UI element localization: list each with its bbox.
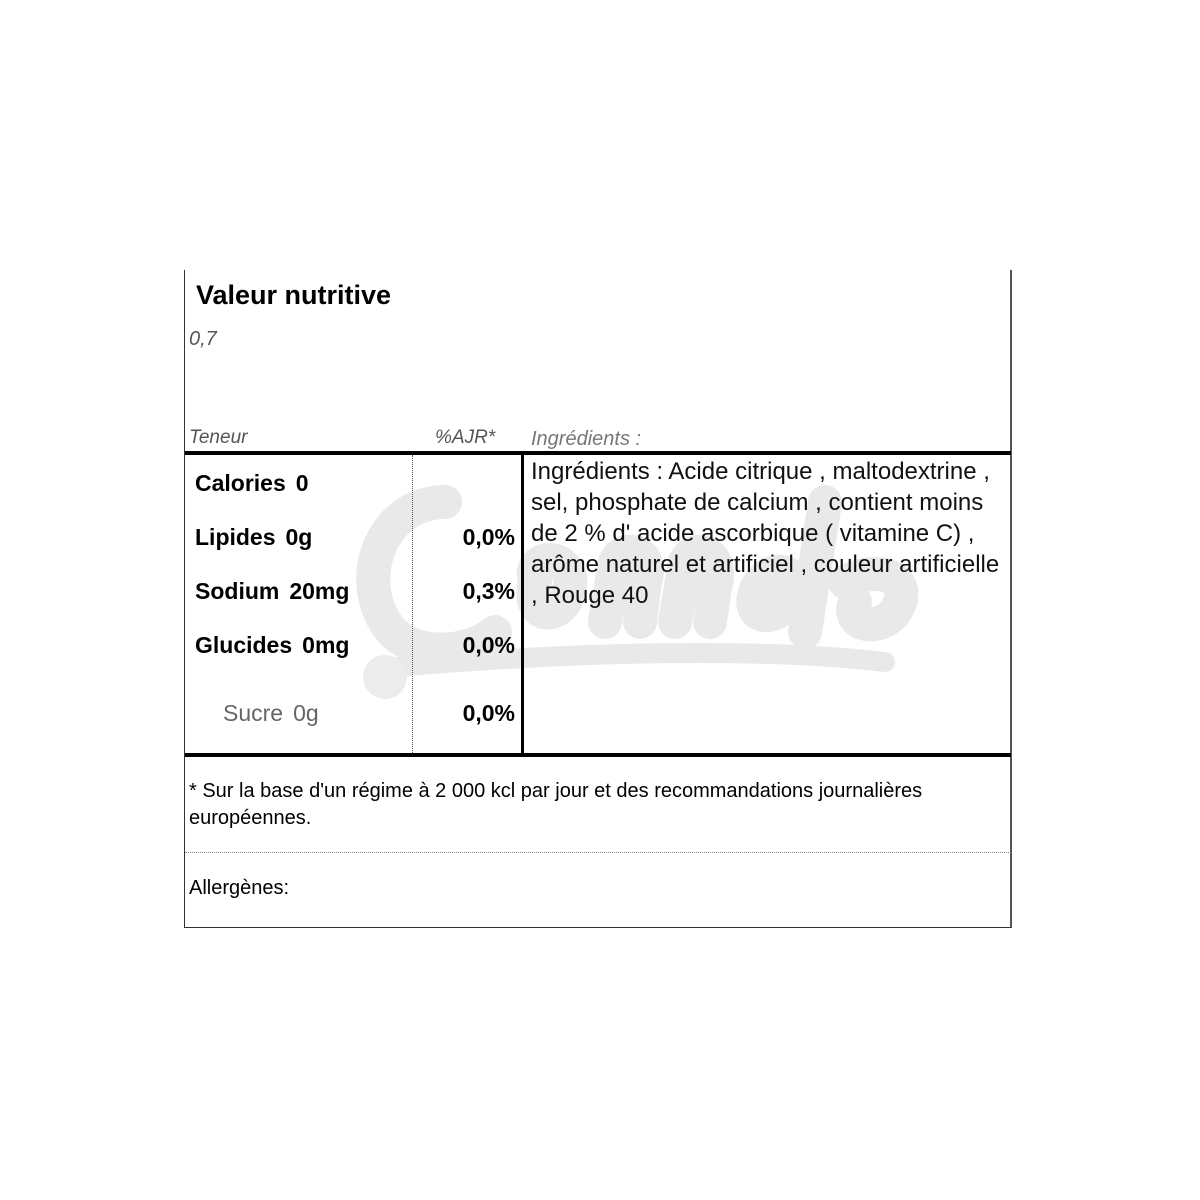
nutrient-name: Lipides 0g xyxy=(195,524,313,550)
header-content: Teneur xyxy=(189,427,248,448)
label-subtitle: 0,7 xyxy=(189,328,217,350)
ingredients-text: Ingrédients : Acide citrique , maltodextrine , sel, phosphate de calcium , contient moins de 2 % d' acide ascorbique ( vitamine C) , arôme naturel et artificiel , couleur artificielle , Rouge 40 xyxy=(531,458,1000,609)
table-bottom-rule xyxy=(185,753,1011,757)
table-top-rule xyxy=(185,451,1011,455)
nutrition-label xyxy=(184,270,1012,928)
nutrient-daily-value: 0,0% xyxy=(462,524,515,550)
column-divider-thick xyxy=(521,455,524,753)
label-title: Valeur nutritive xyxy=(196,280,392,310)
nutrient-daily-value: 0,0% xyxy=(462,700,515,726)
nutrient-name: Glucides 0mg xyxy=(195,632,350,658)
nutrient-row xyxy=(185,632,521,672)
nutrient-name: Calories 0 xyxy=(195,470,309,496)
nutrient-daily-value: 0,0% xyxy=(462,632,515,658)
nutrient-name: Sodium 20mg xyxy=(195,578,350,604)
footnote: * Sur la base d'un régime à 2 000 kcl par jour et des recommandations journalières européennes. xyxy=(189,780,923,829)
nutrient-row xyxy=(185,524,521,564)
nutrient-row xyxy=(185,470,521,510)
allergens-label: Allergènes: xyxy=(189,877,290,899)
section-divider xyxy=(185,852,1011,853)
nutrient-row xyxy=(185,578,521,618)
nutrient-daily-value: 0,3% xyxy=(462,578,515,604)
nutrient-row xyxy=(185,700,521,740)
header-ingredients: Ingrédients : xyxy=(531,428,642,450)
header-daily-value: %AJR* xyxy=(435,427,496,448)
nutrient-name: Sucre 0g xyxy=(223,700,319,726)
